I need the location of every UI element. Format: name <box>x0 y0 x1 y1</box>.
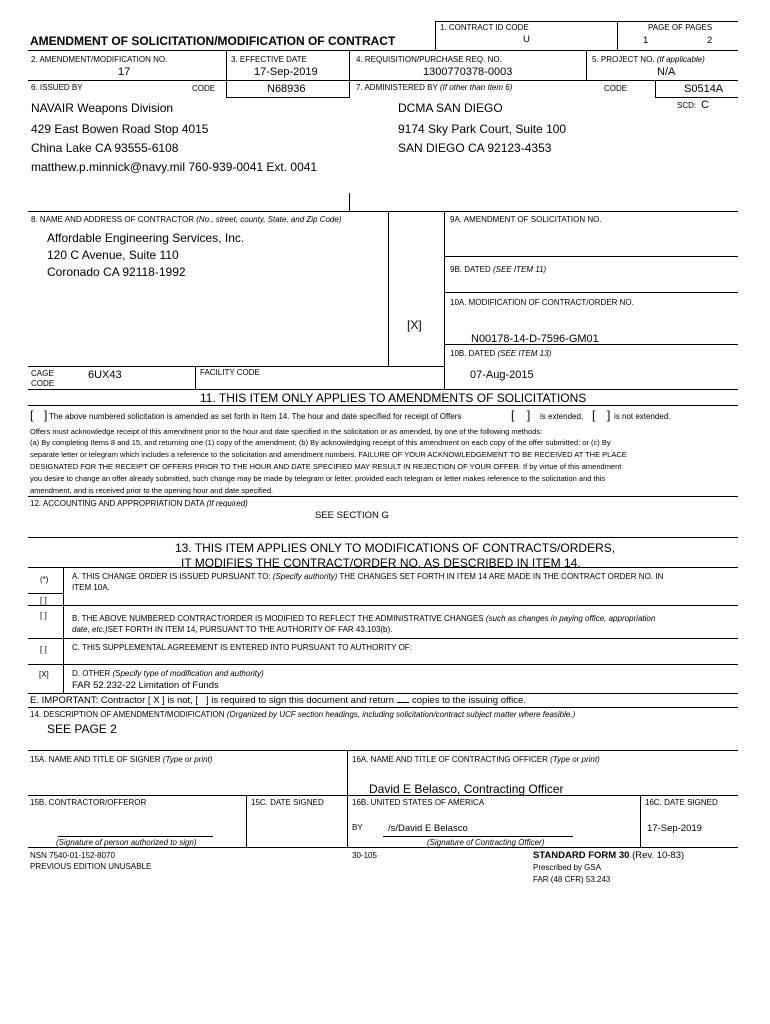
code-label: CODE <box>192 84 216 93</box>
contractor-offeror-label: 15B. CONTRACTOR/OFFEROR <box>30 798 147 807</box>
rule <box>226 97 350 98</box>
issuer-name: NAVAIR Weapons Division <box>31 101 174 115</box>
issuer-address-1: 429 East Bowen Road Stop 4015 <box>31 122 209 136</box>
rule <box>28 638 738 639</box>
rule <box>435 21 738 22</box>
bracket: ] <box>44 408 48 422</box>
requisition-label: 4. REQUISITION/PURCHASE REQ. NO. <box>356 55 502 64</box>
admin-address-2: SAN DIEGO CA 92123-4353 <box>398 141 552 155</box>
amendment-solicitation-label: 9A. AMENDMENT OF SOLICITATION NO. <box>450 215 602 224</box>
modification-contract-label: 10A. MODIFICATION OF CONTRACT/ORDER NO. <box>450 298 634 307</box>
rule <box>28 605 738 606</box>
item13-d-text: D. OTHER (Specify type of modification and authority) <box>72 669 264 678</box>
signature-line <box>383 836 573 837</box>
facility-code-label: FACILITY CODE <box>200 368 260 377</box>
item13-checkbox-b: [ ] <box>40 611 47 620</box>
contractor-label: 8. NAME AND ADDRESS OF CONTRACTOR (No., street, county, State, and Zip Code) <box>31 215 342 224</box>
effective-date-value: 17-Sep-2019 <box>254 66 318 78</box>
contracting-officer-label: 16A. NAME AND TITLE OF CONTRACTING OFFICER (Type or print) <box>352 755 600 764</box>
rule <box>28 80 738 81</box>
item13-checkbox: [ ] <box>40 596 47 605</box>
scd-label: SCD: <box>677 101 697 110</box>
contractor-address-2: Coronado CA 92118-1992 <box>47 265 186 279</box>
item11-sentence: The above numbered solicitation is amended as set forth in Item 14. The hour and date specified for receipt of Offers <box>49 412 462 421</box>
description-label: 14. DESCRIPTION OF AMENDMENT/MODIFICATION (Organized by UCF section headings, including solicitation/contract subject matter where feasible.) <box>30 710 576 719</box>
officer-signature-caption: (Signature of Contracting Officer) <box>427 838 545 847</box>
item13-star: (*) <box>40 575 49 584</box>
rule <box>28 750 738 751</box>
page-total: 2 <box>707 35 713 46</box>
modification-contract-value: N00178-14-D-7596-GM01 <box>471 333 599 345</box>
signer-signature-caption: (Signature of person authorized to sign) <box>56 838 197 847</box>
issuer-address-2: China Lake CA 93555-6108 <box>31 141 179 155</box>
administered-by-label: 7. ADMINISTERED BY (If other than Item 6) <box>356 83 513 92</box>
cage-label-1: CAGE <box>31 369 54 378</box>
form-title: AMENDMENT OF SOLICITATION/MODIFICATION OF CONTRACT <box>30 34 396 48</box>
item11-not-extended: is not extended. <box>614 412 671 421</box>
rule <box>28 211 738 212</box>
accounting-label: 12. ACCOUNTING AND APPROPRIATION DATA (If required) <box>30 499 248 508</box>
rule <box>388 211 389 366</box>
accounting-value: SEE SECTION G <box>315 510 389 521</box>
item11-para-5: you desire to change an offer already submitted, such change may be made by telegram or letter, provided each telegram or letter makes reference to the solicitation and this <box>30 474 606 483</box>
rule <box>586 50 587 80</box>
rule <box>444 211 445 389</box>
bracket: [ <box>511 408 515 422</box>
admin-code-value: S0514A <box>684 83 724 95</box>
effective-date-label: 3. EFFECTIVE DATE <box>231 55 307 64</box>
rule <box>28 593 63 594</box>
issuer-code-value: N68936 <box>267 83 306 95</box>
admin-name: DCMA SAN DIEGO <box>398 101 503 115</box>
item11-para-1: Offers must acknowledge receipt of this amendment prior to the hour and date specified in the solicitation or as amended, by one of the following methods: <box>30 427 543 436</box>
contract-id-label: 1. CONTRACT ID CODE <box>440 23 529 32</box>
item13-title-2: IT MODIFIES THE CONTRACT/ORDER NO. AS DESCRIBED IN ITEM 14. <box>181 556 581 570</box>
amendment-no-value: 17 <box>118 66 131 78</box>
rule <box>28 389 738 390</box>
item11-para-4: DESIGNATED FOR THE RECEIPT OF OFFERS PRIOR TO THE HOUR AND DATE SPECIFIED MAY RESULT IN REJECTION OF YOUR OFFER. If by virtue of this amendment <box>30 462 622 471</box>
item13-a-text: A. THIS CHANGE ORDER IS ISSUED PURSUANT TO: (Specify authority) THE CHANGES SET FORTH IN ITEM 14 ARE MADE IN THE CONTRACT ORDER NO. IN <box>72 572 664 581</box>
rule <box>655 80 656 97</box>
admin-code-label: CODE <box>604 84 628 93</box>
item11-para-2: (a) By completing Items 8 and 15, and returning one (1) copy of the amendment; (b) By acknowledging receipt of this amendment on each copy of the offer submitted; or (c) By <box>30 438 611 447</box>
item11-extended: is extended, <box>540 412 584 421</box>
far-reference: FAR (48 CFR) 53.243 <box>533 875 611 884</box>
cage-code-value: 6UX43 <box>88 369 122 381</box>
usa-label: 16B. UNITED STATES OF AMERICA <box>352 798 485 807</box>
description-value: SEE PAGE 2 <box>47 722 117 736</box>
important-line: E. IMPORTANT: Contractor [ X ] is not, [ ] is required to sign this document and return copies to the issuing office. <box>30 695 526 706</box>
rule <box>444 256 738 257</box>
by-label: BY <box>352 823 363 832</box>
item13-checkbox-d: [X] <box>39 670 49 679</box>
rule <box>226 50 227 97</box>
rule <box>617 21 618 50</box>
rule <box>435 21 436 50</box>
issuer-contact: matthew.p.minnick@navy.mil 760-939-0041 Ext. 0041 <box>31 160 318 174</box>
signature-value: /s/David E Belasco <box>388 823 468 834</box>
rule <box>28 496 738 497</box>
signature-line <box>58 836 213 837</box>
standard-form: STANDARD FORM 30 (Rev. 10-83) <box>533 850 685 861</box>
item11-para-3: separate letter or telegram which includes a reference to the solicitation and amendment numbers. FAILURE OF YOUR ACKNOWLEDGEMENT TO BE RECEIVED AT THE PLACE <box>30 450 627 459</box>
copies-blank <box>397 702 409 703</box>
rule <box>246 795 247 847</box>
item13-c-text: C. THIS SUPPLEMENTAL AGREEMENT IS ENTERED INTO PURSUANT TO AUTHORITY OF: <box>72 643 412 652</box>
rule <box>28 693 738 694</box>
rule <box>28 537 738 538</box>
modification-checkbox: [X] <box>407 318 422 332</box>
important-x: X <box>153 695 160 706</box>
signer-name-label: 15A. NAME AND TITLE OF SIGNER (Type or print) <box>30 755 213 764</box>
issued-by-label: 6. ISSUED BY <box>31 83 83 92</box>
rule <box>655 97 738 98</box>
date-signed-16c-value: 17-Sep-2019 <box>647 823 702 834</box>
rule <box>28 664 738 665</box>
amendment-no-label: 2. AMENDMENT/MODIFICATION NO. <box>31 55 168 64</box>
bracket: ] <box>607 408 611 422</box>
contractor-name: Affordable Engineering Services, Inc. <box>47 231 245 245</box>
nsn: NSN 7540-01-152-8070 <box>30 851 115 860</box>
rule <box>28 707 738 708</box>
page-of-pages-label: PAGE OF PAGES <box>648 23 713 32</box>
project-no-value: N/A <box>657 66 676 78</box>
bracket: ] <box>527 408 531 422</box>
dated-10b-value: 07-Aug-2015 <box>470 369 534 381</box>
rule <box>349 50 350 97</box>
date-signed-16c-label: 16C. DATE SIGNED <box>645 798 718 807</box>
date-signed-15c-label: 15C. DATE SIGNED <box>251 798 324 807</box>
rule <box>28 50 738 51</box>
dated-9b-label: 9B. DATED (SEE ITEM 11) <box>450 265 547 274</box>
rule <box>195 366 196 389</box>
rule <box>28 366 444 367</box>
contractor-address-1: 120 C Avenue, Suite 110 <box>47 248 179 262</box>
rule <box>28 405 738 406</box>
admin-address-1: 9174 Sky Park Court, Suite 100 <box>398 122 567 136</box>
item13-checkbox-c: [ ] <box>40 645 47 654</box>
project-no-label: 5. PROJECT NO. (If applicable) <box>592 55 705 64</box>
contract-id-value: U <box>523 34 530 45</box>
rule <box>349 193 350 211</box>
item11-para-6: amendment, and is received prior to the opening hour and date specified. <box>30 486 274 495</box>
previous-edition: PREVIOUS EDITION UNUSABLE <box>30 862 152 871</box>
rule <box>28 847 738 848</box>
cage-label-2: CODE <box>31 379 55 388</box>
scd-value: C <box>701 99 709 111</box>
requisition-value: 1300770378-0003 <box>423 66 513 78</box>
item11-title: 11. THIS ITEM ONLY APPLIES TO AMENDMENTS OF SOLICITATIONS <box>200 391 587 405</box>
item13-b-text-2: date, etc.)SET FORTH IN ITEM 14, PURSUANT TO THE AUTHORITY OF FAR 43.103(b). <box>72 625 393 634</box>
bracket: [ <box>592 408 596 422</box>
page-number: 1 <box>643 35 649 46</box>
form-code: 30-105 <box>352 851 377 860</box>
dated-10b-label: 10B. DATED (SEE ITEM 13) <box>450 349 552 358</box>
prescribed-by: Prescribed by GSA <box>533 863 602 872</box>
item13-title-1: 13. THIS ITEM APPLIES ONLY TO MODIFICATIONS OF CONTRACTS/ORDERS, <box>175 541 616 555</box>
rule <box>640 795 641 847</box>
item13-d-value: FAR 52.232-22 Limitation of Funds <box>72 680 219 691</box>
bracket: [ <box>30 408 34 422</box>
rule <box>444 292 738 293</box>
item13-a-text-2: ITEM 10A. <box>72 583 110 592</box>
item13-b-text: B. THE ABOVE NUMBERED CONTRACT/ORDER IS MODIFIED TO REFLECT THE ADMINISTRATIVE CHANGES (such as changes in paying office, appropriation <box>72 614 656 623</box>
contracting-officer-value: David E Belasco, Contracting Officer <box>369 782 564 796</box>
rule <box>347 750 348 847</box>
rule <box>63 567 64 693</box>
